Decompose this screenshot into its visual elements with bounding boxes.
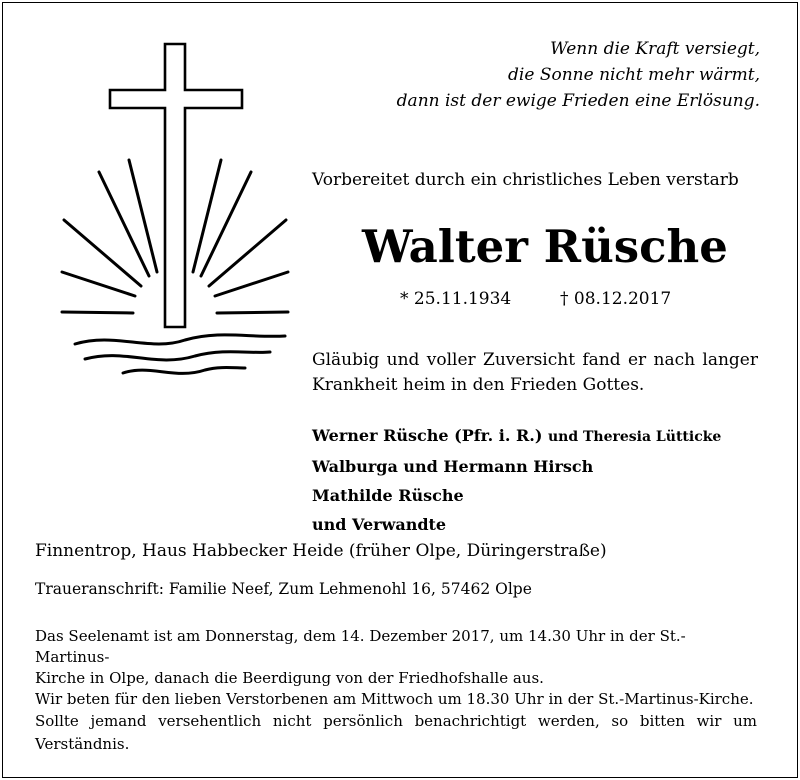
- family-line-1-main: Werner Rüsche (Pfr. i. R.): [312, 426, 543, 445]
- intro-text: Vorbereitet durch ein christliches Leben verstarb: [312, 170, 739, 190]
- service-line-2: Kirche in Olpe, danach die Beerdigung von der Friedhofshalle aus.: [35, 669, 544, 687]
- faith-statement: Gläubig und voller Zuversicht fand er nach langer Krankheit heim in den Frieden Gottes.: [312, 350, 758, 395]
- service-info: [35, 626, 757, 710]
- family-line-2: Walburga und Hermann Hirsch: [312, 457, 594, 476]
- service-line-3: Wir beten für den lieben Verstorbenen am Mittwoch um 18.30 Uhr in der St.-Martinus-Kirche.: [35, 690, 754, 708]
- mourning-address: Traueranschrift: Familie Neef, Zum Lehmenohl 16, 57462 Olpe: [35, 580, 532, 598]
- family-line-3: Mathilde Rüsche: [312, 486, 464, 505]
- death-date: † 08.12.2017: [560, 289, 672, 309]
- family-line-4: und Verwandte: [312, 515, 447, 534]
- poem-line-2: die Sonne nicht mehr wärmt,: [508, 65, 760, 85]
- family-line-1: [312, 421, 721, 452]
- cross-with-rays-and-waves-icon: [55, 40, 295, 385]
- poem: [397, 36, 760, 114]
- final-note: Sollte jemand versehentlich nicht persönlich benachrichtigt werden, so bitten wir um Verständnis.: [35, 712, 757, 753]
- service-line-1: Das Seelenamt ist am Donnerstag, dem 14. Dezember 2017, um 14.30 Uhr in der St.-Martinus-: [35, 627, 686, 666]
- birth-date: * 25.11.1934: [400, 289, 512, 309]
- deceased-name: Walter Rüsche: [362, 220, 728, 273]
- family-line-1-small: und Theresia Lütticke: [547, 429, 722, 445]
- place-of-death: Finnentrop, Haus Habbecker Heide (früher Olpe, Düringerstraße): [35, 541, 607, 561]
- poem-line-3: dann ist der ewige Frieden eine Erlösung.: [396, 91, 760, 111]
- family-list: [312, 421, 721, 539]
- poem-line-1: Wenn die Kraft versiegt,: [550, 39, 760, 59]
